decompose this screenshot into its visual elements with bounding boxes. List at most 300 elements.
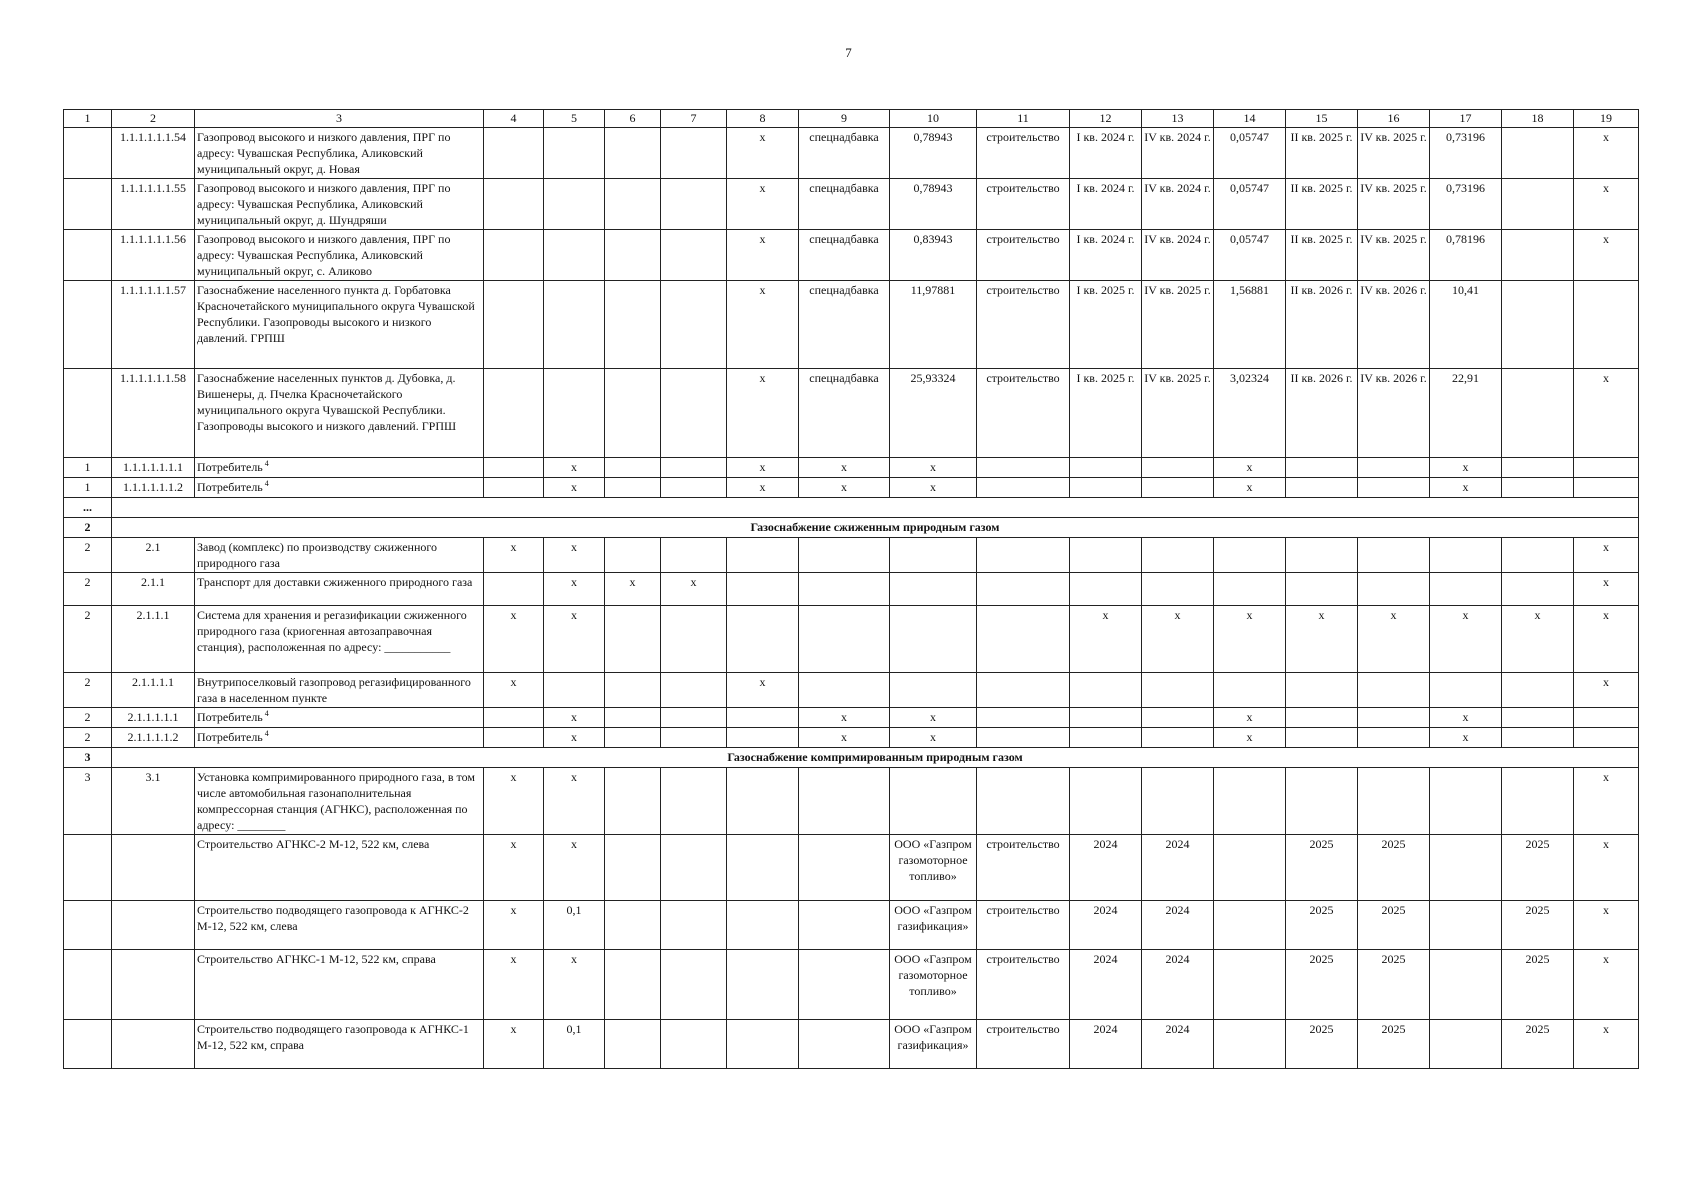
cell-col-16: IV кв. 2025 г. (1358, 179, 1430, 230)
table-row (64, 1020, 1639, 1069)
cell-col-1 (64, 835, 112, 901)
table-row (64, 768, 1639, 835)
cell-col-1 (64, 1020, 112, 1069)
cell-col-17 (1430, 768, 1502, 835)
cell-col-5: x (544, 606, 605, 673)
cell-col-5: 0,1 (544, 901, 605, 950)
cell-col-3: Газопровод высокого и низкого давления, ПРГ по адресу: Чувашская Республика, Аликовский муниципальный округ, с. Аликово (195, 230, 484, 281)
cell-col-1: 3 (64, 768, 112, 835)
cell-col-15: 2025 (1286, 1020, 1358, 1069)
cell-col-2: 1.1.1.1.1.1.58 (112, 369, 195, 458)
cell-col-16: IV кв. 2026 г. (1358, 369, 1430, 458)
cell-col-19: x (1574, 835, 1639, 901)
cell-col-17: x (1430, 708, 1502, 728)
cell-col-5: 0,1 (544, 1020, 605, 1069)
column-header-17: 17 (1430, 110, 1502, 128)
cell-col-17: x (1430, 478, 1502, 498)
cell-col-1 (64, 369, 112, 458)
cell-col-8: x (727, 128, 799, 179)
cell-col-17: 0,73196 (1430, 128, 1502, 179)
cell-col-5: x (544, 573, 605, 606)
cell-col-1: 1 (64, 478, 112, 498)
cell-col-12 (1070, 573, 1142, 606)
cell-col-11 (977, 728, 1070, 748)
cell-col-2: 1.1.1.1.1.1.2 (112, 478, 195, 498)
cell-col-2 (112, 950, 195, 1020)
cell-col-2: 1.1.1.1.1.1.57 (112, 281, 195, 369)
cell-col-7 (661, 179, 727, 230)
cell-col-3: Строительство подводящего газопровода к АГНКС-1 М-12, 522 км, справа (195, 1020, 484, 1069)
section-number: 3 (64, 748, 112, 768)
cell-col-4 (484, 230, 544, 281)
cell-col-13: IV кв. 2024 г. (1142, 230, 1214, 281)
cell-col-2: 1.1.1.1.1.1.55 (112, 179, 195, 230)
cell-col-9: x (799, 458, 890, 478)
cell-col-6 (605, 1020, 661, 1069)
cell-col-12 (1070, 768, 1142, 835)
column-number-header-row (64, 110, 1639, 128)
column-header-18: 18 (1502, 110, 1574, 128)
cell-col-2 (112, 835, 195, 901)
table-row (64, 478, 1639, 498)
cell-col-14: x (1214, 606, 1286, 673)
cell-col-6 (605, 538, 661, 573)
cell-col-2 (112, 1020, 195, 1069)
cell-col-3: Строительство подводящего газопровода к АГНКС-2 М-12, 522 км, слева (195, 901, 484, 950)
cell-col-18 (1502, 179, 1574, 230)
cell-col-17: 22,91 (1430, 369, 1502, 458)
cell-col-8 (727, 708, 799, 728)
cell-col-12: x (1070, 606, 1142, 673)
cell-col-4 (484, 573, 544, 606)
cell-col-18: 2025 (1502, 835, 1574, 901)
cell-col-13: IV кв. 2025 г. (1142, 281, 1214, 369)
cell-col-11: строительство (977, 901, 1070, 950)
cell-col-14: x (1214, 478, 1286, 498)
cell-col-5: x (544, 708, 605, 728)
cell-col-3: Потребитель $^4$ (195, 478, 484, 498)
cell-col-17: x (1430, 606, 1502, 673)
cell-col-2: 1.1.1.1.1.1.54 (112, 128, 195, 179)
cell-col-19: x (1574, 179, 1639, 230)
column-header-9: 9 (799, 110, 890, 128)
cell-col-9: спецнадбавка (799, 230, 890, 281)
cell-col-3: Система для хранения и регазификации сжиженного природного газа (криогенная автозаправочная станция), расположенная по адресу: ___________ (195, 606, 484, 673)
cell-col-1: 2 (64, 606, 112, 673)
cell-col-10: ООО «Газпром газификация» (890, 901, 977, 950)
cell-col-18 (1502, 573, 1574, 606)
cell-col-3: Потребитель $^4$ (195, 708, 484, 728)
table-row (64, 835, 1639, 901)
cell-col-4 (484, 179, 544, 230)
cell-col-15 (1286, 708, 1358, 728)
cell-col-12: 2024 (1070, 1020, 1142, 1069)
cell-col-17 (1430, 538, 1502, 573)
cell-col-16: 2025 (1358, 950, 1430, 1020)
column-header-1: 1 (64, 110, 112, 128)
cell-col-11 (977, 573, 1070, 606)
cell-col-15: II кв. 2025 г. (1286, 230, 1358, 281)
cell-col-3: Потребитель $^4$ (195, 458, 484, 478)
cell-col-7 (661, 369, 727, 458)
cell-col-9 (799, 673, 890, 708)
cell-col-14: 1,56881 (1214, 281, 1286, 369)
cell-col-16 (1358, 728, 1430, 748)
cell-col-13: 2024 (1142, 950, 1214, 1020)
cell-col-8 (727, 901, 799, 950)
cell-col-6 (605, 606, 661, 673)
cell-col-5: x (544, 835, 605, 901)
cell-col-8: x (727, 369, 799, 458)
cell-col-5 (544, 179, 605, 230)
cell-col-10: ООО «Газпром газификация» (890, 1020, 977, 1069)
cell-col-9 (799, 573, 890, 606)
cell-col-11: строительство (977, 1020, 1070, 1069)
cell-col-2: 2.1 (112, 538, 195, 573)
cell-col-7 (661, 230, 727, 281)
cell-col-11 (977, 538, 1070, 573)
cell-col-18 (1502, 708, 1574, 728)
cell-col-4 (484, 728, 544, 748)
cell-col-19: x (1574, 768, 1639, 835)
cell-col-3: Строительство АГНКС-2 М-12, 522 км, слева (195, 835, 484, 901)
cell-col-17: x (1430, 458, 1502, 478)
cell-col-17 (1430, 950, 1502, 1020)
cell-col-4: x (484, 606, 544, 673)
cell-col-16: 2025 (1358, 835, 1430, 901)
cell-col-19: x (1574, 950, 1639, 1020)
cell-col-11: строительство (977, 128, 1070, 179)
cell-col-10 (890, 573, 977, 606)
cell-col-9: спецнадбавка (799, 128, 890, 179)
cell-col-16 (1358, 458, 1430, 478)
cell-col-11 (977, 478, 1070, 498)
cell-col-6 (605, 768, 661, 835)
cell-col-8: x (727, 458, 799, 478)
cell-col-19: x (1574, 901, 1639, 950)
cell-col-16 (1358, 768, 1430, 835)
column-header-7: 7 (661, 110, 727, 128)
cell-col-15 (1286, 478, 1358, 498)
cell-col-10: 0,78943 (890, 179, 977, 230)
cell-col-14 (1214, 573, 1286, 606)
cell-col-10 (890, 538, 977, 573)
table-row (64, 673, 1639, 708)
cell-col-11 (977, 708, 1070, 728)
cell-col-5: x (544, 478, 605, 498)
cell-col-12: 2024 (1070, 835, 1142, 901)
column-header-15: 15 (1286, 110, 1358, 128)
cell-col-13: 2024 (1142, 901, 1214, 950)
cell-col-19 (1574, 458, 1639, 478)
cell-col-1: 2 (64, 673, 112, 708)
column-header-10: 10 (890, 110, 977, 128)
cell-col-4: x (484, 1020, 544, 1069)
cell-col-6 (605, 458, 661, 478)
cell-col-14: 0,05747 (1214, 128, 1286, 179)
cell-col-8 (727, 768, 799, 835)
cell-col-12 (1070, 458, 1142, 478)
cell-col-11: строительство (977, 950, 1070, 1020)
cell-col-8 (727, 538, 799, 573)
cell-col-7 (661, 538, 727, 573)
cell-col-7 (661, 128, 727, 179)
cell-col-8 (727, 606, 799, 673)
cell-col-18 (1502, 281, 1574, 369)
cell-col-10: x (890, 728, 977, 748)
cell-col-1 (64, 179, 112, 230)
cell-col-6 (605, 901, 661, 950)
cell-col-10: x (890, 478, 977, 498)
cell-col-7 (661, 728, 727, 748)
cell-col-15 (1286, 768, 1358, 835)
cell-col-9: спецнадбавка (799, 369, 890, 458)
column-header-2: 2 (112, 110, 195, 128)
cell-col-1 (64, 950, 112, 1020)
cell-col-19 (1574, 478, 1639, 498)
cell-col-1: 2 (64, 573, 112, 606)
cell-col-15 (1286, 458, 1358, 478)
cell-col-15: II кв. 2026 г. (1286, 281, 1358, 369)
column-header-16: 16 (1358, 110, 1430, 128)
cell-col-14 (1214, 768, 1286, 835)
cell-col-6 (605, 128, 661, 179)
footnote-marker: 4 (262, 459, 269, 468)
footnote-marker: 4 (262, 729, 269, 738)
cell-col-15: II кв. 2026 г. (1286, 369, 1358, 458)
cell-col-14 (1214, 538, 1286, 573)
column-header-12: 12 (1070, 110, 1142, 128)
footnote-marker: 4 (262, 479, 269, 488)
cell-col-8: x (727, 281, 799, 369)
cell-col-1: 2 (64, 538, 112, 573)
cell-col-6 (605, 478, 661, 498)
cell-col-7 (661, 606, 727, 673)
cell-col-9 (799, 835, 890, 901)
cell-col-4: x (484, 950, 544, 1020)
cell-col-2: 2.1.1 (112, 573, 195, 606)
cell-col-12: I кв. 2024 г. (1070, 179, 1142, 230)
cell-col-4: x (484, 538, 544, 573)
cell-col-10: 11,97881 (890, 281, 977, 369)
cell-col-16: x (1358, 606, 1430, 673)
cell-col-15: 2025 (1286, 901, 1358, 950)
section-title: Газоснабжение компримированным природным газом (112, 748, 1639, 768)
cell-col-5: x (544, 950, 605, 1020)
cell-col-3: Строительство АГНКС-1 М-12, 522 км, справа (195, 950, 484, 1020)
cell-col-14 (1214, 835, 1286, 901)
column-header-14: 14 (1214, 110, 1286, 128)
cell-col-2: 2.1.1.1.1.1 (112, 708, 195, 728)
cell-col-1 (64, 901, 112, 950)
cell-col-11: строительство (977, 835, 1070, 901)
cell-col-19 (1574, 281, 1639, 369)
cell-col-14: x (1214, 708, 1286, 728)
table-row (64, 458, 1639, 478)
section-row (64, 748, 1639, 768)
cell-col-13: 2024 (1142, 1020, 1214, 1069)
cell-col-11: строительство (977, 281, 1070, 369)
column-header-5: 5 (544, 110, 605, 128)
cell-col-19: x (1574, 1020, 1639, 1069)
cell-col-13 (1142, 573, 1214, 606)
section-row (64, 518, 1639, 538)
cell-col-16 (1358, 573, 1430, 606)
cell-col-13: IV кв. 2024 г. (1142, 179, 1214, 230)
cell-col-7 (661, 1020, 727, 1069)
cell-col-10: ООО «Газпром газомоторное топливо» (890, 835, 977, 901)
cell-col-9: x (799, 728, 890, 748)
cell-col-11 (977, 606, 1070, 673)
cell-col-2: 3.1 (112, 768, 195, 835)
cell-col-2: 2.1.1.1.1 (112, 673, 195, 708)
column-header-6: 6 (605, 110, 661, 128)
cell-col-1 (64, 230, 112, 281)
cell-col-7 (661, 835, 727, 901)
cell-col-13 (1142, 538, 1214, 573)
cell-col-8 (727, 835, 799, 901)
cell-col-2: 1.1.1.1.1.1.56 (112, 230, 195, 281)
cell-col-16 (1358, 708, 1430, 728)
cell-col-16: 2025 (1358, 1020, 1430, 1069)
cell-col-7 (661, 458, 727, 478)
table-row (64, 728, 1639, 748)
cell-col-6 (605, 230, 661, 281)
column-header-8: 8 (727, 110, 799, 128)
cell-col-5: x (544, 538, 605, 573)
cell-col-18 (1502, 768, 1574, 835)
cell-col-12 (1070, 728, 1142, 748)
cell-col-2: 2.1.1.1 (112, 606, 195, 673)
cell-col-9: x (799, 478, 890, 498)
cell-col-12 (1070, 708, 1142, 728)
cell-col-8 (727, 1020, 799, 1069)
cell-col-9 (799, 950, 890, 1020)
cell-col-16 (1358, 673, 1430, 708)
cell-col-3: Газопровод высокого и низкого давления, ПРГ по адресу: Чувашская Республика, Аликовский муниципальный округ, д. Новая (195, 128, 484, 179)
cell-col-18: 2025 (1502, 950, 1574, 1020)
table-row (64, 179, 1639, 230)
cell-col-3: Внутрипоселковый газопровод регазифицированного газа в населенном пункте (195, 673, 484, 708)
cell-col-19: x (1574, 369, 1639, 458)
cell-col-5: x (544, 458, 605, 478)
cell-col-10: 0,78943 (890, 128, 977, 179)
cell-col-13: 2024 (1142, 835, 1214, 901)
cell-col-5: x (544, 728, 605, 748)
cell-col-18 (1502, 458, 1574, 478)
cell-col-17 (1430, 673, 1502, 708)
cell-col-15: 2025 (1286, 835, 1358, 901)
cell-col-16: IV кв. 2026 г. (1358, 281, 1430, 369)
table-row (64, 128, 1639, 179)
column-header-3: 3 (195, 110, 484, 128)
cell-col-15 (1286, 728, 1358, 748)
cell-col-14: x (1214, 458, 1286, 478)
cell-col-9 (799, 901, 890, 950)
table-row (64, 708, 1639, 728)
cell-col-6 (605, 835, 661, 901)
cell-col-19: x (1574, 128, 1639, 179)
cell-col-8 (727, 950, 799, 1020)
cell-col-19: x (1574, 538, 1639, 573)
cell-col-19 (1574, 708, 1639, 728)
cell-col-11: строительство (977, 230, 1070, 281)
cell-col-4: x (484, 673, 544, 708)
cell-col-19 (1574, 728, 1639, 748)
cell-col-16 (1358, 478, 1430, 498)
cell-col-14 (1214, 1020, 1286, 1069)
cell-col-15 (1286, 538, 1358, 573)
cell-col-3: Газоснабжение населенных пунктов д. Дубовка, д. Вишенеры, д. Пчелка Красночетайского муниципального округа Чувашской Республики. Газопроводы высокого и низкого давлений. ГРПШ (195, 369, 484, 458)
cell-col-16: IV кв. 2025 г. (1358, 230, 1430, 281)
cell-col-10: x (890, 458, 977, 478)
cell-col-14: 0,05747 (1214, 230, 1286, 281)
cell-col-12 (1070, 478, 1142, 498)
section-title: Газоснабжение сжиженным природным газом (112, 518, 1639, 538)
cell-col-19: x (1574, 606, 1639, 673)
cell-col-8: x (727, 230, 799, 281)
cell-col-8: x (727, 179, 799, 230)
cell-col-12: I кв. 2025 г. (1070, 369, 1142, 458)
column-header-11: 11 (977, 110, 1070, 128)
cell-col-13 (1142, 478, 1214, 498)
cell-col-18 (1502, 128, 1574, 179)
cell-col-12: I кв. 2024 г. (1070, 230, 1142, 281)
table-row (64, 901, 1639, 950)
cell-col-14: 3,02324 (1214, 369, 1286, 458)
cell-col-9 (799, 606, 890, 673)
cell-col-4 (484, 458, 544, 478)
cell-col-6 (605, 728, 661, 748)
cell-col-4 (484, 369, 544, 458)
cell-col-19: x (1574, 573, 1639, 606)
cell-col-8 (727, 573, 799, 606)
cell-col-6 (605, 281, 661, 369)
cell-col-15: II кв. 2025 г. (1286, 179, 1358, 230)
cell-col-10 (890, 606, 977, 673)
cell-col-15 (1286, 673, 1358, 708)
cell-col-5 (544, 673, 605, 708)
cell-col-4 (484, 128, 544, 179)
cell-col-5 (544, 281, 605, 369)
cell-col-6 (605, 369, 661, 458)
cell-col-18: x (1502, 606, 1574, 673)
cell-col-4: x (484, 901, 544, 950)
cell-col-17: x (1430, 728, 1502, 748)
cell-col-13 (1142, 673, 1214, 708)
cell-col-10 (890, 673, 977, 708)
cell-col-3: Газоснабжение населенного пункта д. Горбатовка Красночетайского муниципального округа Чувашской Республики. Газопроводы высокого и низкого давлений. ГРПШ (195, 281, 484, 369)
cell-col-13: IV кв. 2025 г. (1142, 369, 1214, 458)
table-row (64, 281, 1639, 369)
cell-col-13: IV кв. 2024 г. (1142, 128, 1214, 179)
cell-col-17: 10,41 (1430, 281, 1502, 369)
section-number: 2 (64, 518, 112, 538)
table-row (64, 230, 1639, 281)
cell-col-7 (661, 950, 727, 1020)
cell-col-15: II кв. 2025 г. (1286, 128, 1358, 179)
cell-col-4 (484, 708, 544, 728)
column-header-13: 13 (1142, 110, 1214, 128)
cell-col-12: I кв. 2025 г. (1070, 281, 1142, 369)
cell-col-4: x (484, 768, 544, 835)
cell-col-10: 0,83943 (890, 230, 977, 281)
cell-col-11: строительство (977, 369, 1070, 458)
cell-col-4 (484, 478, 544, 498)
cell-col-16: IV кв. 2025 г. (1358, 128, 1430, 179)
cell-col-18: 2025 (1502, 901, 1574, 950)
cell-col-14 (1214, 673, 1286, 708)
